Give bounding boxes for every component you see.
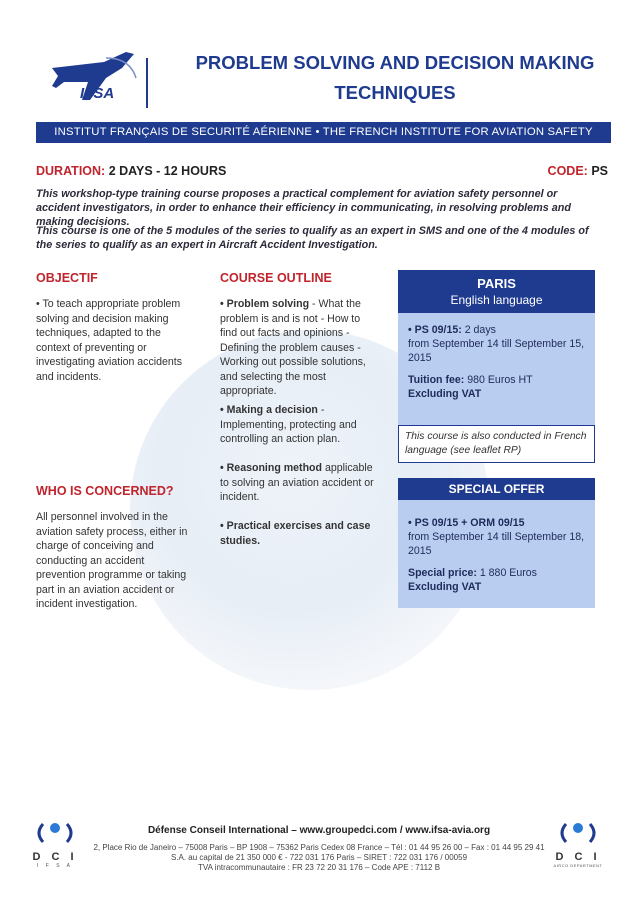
objectif-heading: OBJECTIF <box>36 271 98 285</box>
offer-vat: Excluding VAT <box>408 581 482 593</box>
paris-vat: Excluding VAT <box>408 388 482 400</box>
paris-language: English language <box>450 293 543 307</box>
intro-paragraph-1: This workshop-type training course proposes a practical complement for aviation safety personnel or accident investigators, in order to enhance their efficiency in communicating, in resolving problems and making decisions. <box>36 188 571 228</box>
paris-fee-value: 980 Euros HT <box>464 374 533 386</box>
paris-dates: from September 14 till September 15, 2015 <box>408 338 585 364</box>
logo-divider <box>146 58 148 108</box>
special-offer-box <box>398 478 595 608</box>
outline-item <box>220 403 380 447</box>
paris-city: PARIS <box>477 276 516 291</box>
duration-value: 2 DAYS - 12 HOURS <box>108 164 227 178</box>
footer-company: Défense Conseil International – www.groupedci.com / www.ifsa-avia.org <box>147 825 491 836</box>
ifsa-logo <box>44 48 144 108</box>
paris-fee <box>408 373 587 387</box>
outline-item-3-bold: • Reasoning method <box>220 462 323 474</box>
outline-item-3-text: applicable to solving an aviation accident or incident. <box>220 462 374 503</box>
special-offer-heading: SPECIAL OFFER <box>398 478 595 500</box>
paris-box-body <box>398 313 595 427</box>
paris-fee-label: Tuition fee: <box>408 374 465 386</box>
outline-item <box>220 461 382 505</box>
left-logo-text: D C I <box>32 851 78 863</box>
footer-vat: TVA intracommunautaire : FR 23 72 20 31 176 – Code APE : 7112 B <box>197 863 441 872</box>
outline-item <box>220 297 380 399</box>
code-label: CODE: <box>547 164 588 178</box>
logo-text: IFSA <box>80 85 115 102</box>
duration-label: DURATION: <box>36 164 106 178</box>
offer-price <box>408 566 587 580</box>
outline-item <box>220 519 380 548</box>
outline-heading: COURSE OUTLINE <box>220 271 332 285</box>
institute-banner: INSTITUT FRANÇAIS DE SECURITÉ AÉRIENNE • THE FRENCH INSTITUTE FOR AVIATION SAFETY <box>36 122 611 143</box>
outline-item-1-text: - What the problem is and is not - How to find out facts and opinions - Defining the problem causes - Working out possible solutions, and selecting the most appropriate. <box>220 298 366 397</box>
course-code <box>548 164 608 178</box>
offer-dates: from September 14 till September 18, 2015 <box>408 531 585 557</box>
offer-price-label: Special price: <box>408 567 477 579</box>
page-title <box>175 48 615 108</box>
duration <box>36 164 226 178</box>
code-value: PS <box>591 164 608 178</box>
outline-item-2-bold: • Making a decision <box>220 404 318 416</box>
footer-address: 2, Place Rio de Janeiro – 75008 Paris – BP 1908 – 75362 Paris Cedex 08 France – Tél : 01 44 95 26 00 – Fax : 01 44 95 29 41 <box>93 843 545 852</box>
title-line-2: TECHNIQUES <box>334 82 456 103</box>
objectif-text: • To teach appropriate problem solving and decision making techniques, adapted to the context of preventing or investigating aviation accidents and incidents. <box>36 298 183 383</box>
paris-session-length: 2 days <box>461 324 496 336</box>
french-course-note: This course is also conducted in French language (see leaflet RP) <box>398 425 595 463</box>
outline-item-4-bold: • Practical exercises and case studies. <box>220 520 371 547</box>
footer-capital: S.A. au capital de 21 350 000 € - 722 031 176 Paris – SIRET : 722 031 176 / 00059 <box>170 853 468 862</box>
outline-item-1-bold: • Problem solving <box>220 298 310 310</box>
paris-session <box>408 323 587 337</box>
concerned-heading: WHO IS CONCERNED? <box>36 484 174 498</box>
concerned-text: All personnel involved in the aviation safety process, either in charge of conceiving and conducting an accident prevention programme or taking part in an aviation accident or incident investigation. <box>36 511 188 610</box>
right-logo-sub: AIRCO DEPARTMENT <box>553 863 603 868</box>
paris-session-code: • PS 09/15: <box>408 324 462 336</box>
right-logo-text: D C I <box>555 851 601 863</box>
title-line-1: PROBLEM SOLVING AND DECISION MAKING <box>195 52 595 73</box>
left-logo-sub: I F S A <box>36 863 73 869</box>
intro-paragraph-2: This course is one of the 5 modules of the series to qualify as an expert in SMS and one of the 4 modules of the series to qualify as an expert in Aircraft Accident Investigation. <box>36 225 589 251</box>
outline-item-2-text: - Implementing, protecting and controlling an action plan. <box>220 404 357 445</box>
special-offer-body <box>398 500 595 608</box>
offer-price-value: 1 880 Euros <box>476 567 537 579</box>
paris-box <box>398 270 595 427</box>
paris-box-header <box>398 270 595 313</box>
offer-session: • PS 09/15 + ORM 09/15 <box>408 517 525 529</box>
